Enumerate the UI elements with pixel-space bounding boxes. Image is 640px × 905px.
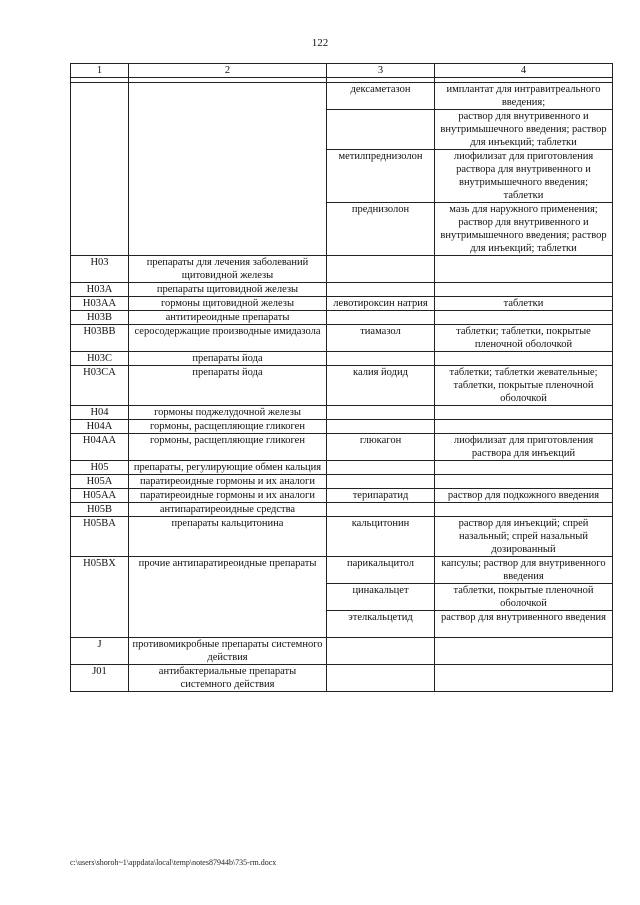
form-cell: таблетки; таблетки, покрытые пленочной оболочкой <box>435 325 613 352</box>
form-cell <box>435 665 613 692</box>
group-cell: препараты кальцитонина <box>129 517 327 557</box>
group-cell: препараты для лечения заболеваний щитовидной железы <box>129 256 327 283</box>
code-cell: H04 <box>71 406 129 420</box>
group-cell <box>129 83 327 256</box>
group-cell: препараты, регулирующие обмен кальция <box>129 461 327 475</box>
table-row <box>71 517 613 557</box>
form-cell: лиофилизат для приготовления раствора для внутривенного и внутримышечного введения; таблетки <box>435 150 613 203</box>
form-cell <box>435 461 613 475</box>
drug-cell: левотироксин натрия <box>327 297 435 311</box>
table-row <box>71 325 613 352</box>
group-cell: противомикробные препараты системного действия <box>129 638 327 665</box>
group-cell: препараты щитовидной железы <box>129 283 327 297</box>
code-cell: J <box>71 638 129 665</box>
page-number: 122 <box>311 37 329 49</box>
table-row <box>71 489 613 503</box>
header-cell-4: 4 <box>435 64 613 78</box>
code-cell: H03A <box>71 283 129 297</box>
group-cell: препараты йода <box>129 352 327 366</box>
drug-cell: дексаметазон <box>327 83 435 110</box>
table-header-row <box>71 64 613 78</box>
table-row <box>71 311 613 325</box>
group-cell: антипаратиреоидные средства <box>129 503 327 517</box>
form-cell: раствор для инъекций; спрей назальный; спрей назальный дозированный <box>435 517 613 557</box>
drug-cell <box>327 503 435 517</box>
code-cell: H05 <box>71 461 129 475</box>
drug-table <box>70 63 613 692</box>
form-cell <box>435 503 613 517</box>
code-cell: H05BX <box>71 557 129 638</box>
table-row <box>71 256 613 283</box>
drug-cell <box>327 110 435 150</box>
table-row <box>71 420 613 434</box>
code-cell: H05A <box>71 475 129 489</box>
form-cell <box>435 283 613 297</box>
table-row <box>71 638 613 665</box>
drug-cell <box>327 461 435 475</box>
form-cell <box>435 406 613 420</box>
drug-cell <box>327 638 435 665</box>
drug-cell <box>327 311 435 325</box>
form-cell: мазь для наружного применения; раствор для внутривенного и внутримышечного введения; раствор для инъекций; таблетки <box>435 203 613 256</box>
form-cell: раствор для внутривенного введения <box>435 611 613 638</box>
drug-cell: кальцитонин <box>327 517 435 557</box>
group-cell: гормоны щитовидной железы <box>129 297 327 311</box>
group-cell: паратиреоидные гормоны и их аналоги <box>129 489 327 503</box>
group-cell: антибактериальные препараты системного действия <box>129 665 327 692</box>
drug-cell: метилпреднизолон <box>327 150 435 203</box>
drug-cell: этелкальцетид <box>327 611 435 638</box>
form-cell <box>435 311 613 325</box>
code-cell: H03BB <box>71 325 129 352</box>
drug-cell <box>327 352 435 366</box>
form-cell: имплантат для интравитреального введения; <box>435 83 613 110</box>
table-row <box>71 665 613 692</box>
table-row <box>71 434 613 461</box>
drug-cell <box>327 420 435 434</box>
drug-cell <box>327 665 435 692</box>
table-row <box>71 283 613 297</box>
table-row <box>71 557 613 584</box>
drug-cell: преднизолон <box>327 203 435 256</box>
group-cell: гормоны, расщепляющие гликоген <box>129 420 327 434</box>
code-cell: H04A <box>71 420 129 434</box>
drug-cell: калия йодид <box>327 366 435 406</box>
header-cell-1: 1 <box>71 64 129 78</box>
group-cell: серосодержащие производные имидазола <box>129 325 327 352</box>
form-cell: таблетки; таблетки жевательные; таблетки, покрытые пленочной оболочкой <box>435 366 613 406</box>
table-row <box>71 406 613 420</box>
code-cell: H03 <box>71 256 129 283</box>
drug-cell <box>327 406 435 420</box>
drug-cell: цинакальцет <box>327 584 435 611</box>
form-cell: лиофилизат для приготовления раствора для инъекций <box>435 434 613 461</box>
group-cell: прочие антипаратиреоидные препараты <box>129 557 327 638</box>
header-cell-2: 2 <box>129 64 327 78</box>
table-row <box>71 366 613 406</box>
drug-cell: терипаратид <box>327 489 435 503</box>
form-cell: таблетки <box>435 297 613 311</box>
code-cell: J01 <box>71 665 129 692</box>
drug-cell <box>327 283 435 297</box>
form-cell: капсулы; раствор для внутривенного введения <box>435 557 613 584</box>
table-row <box>71 461 613 475</box>
table-row <box>71 475 613 489</box>
form-cell <box>435 638 613 665</box>
drug-cell: глюкагон <box>327 434 435 461</box>
drug-cell: парикальцитол <box>327 557 435 584</box>
code-cell: H03AA <box>71 297 129 311</box>
footer-file-path: c:\users\shoroh~1\appdata\local\temp\notes87944b\735-rm.docx <box>70 858 277 867</box>
group-cell: антитиреоидные препараты <box>129 311 327 325</box>
code-cell: H05AA <box>71 489 129 503</box>
table-row <box>71 83 613 110</box>
form-cell <box>435 420 613 434</box>
group-cell: гормоны поджелудочной железы <box>129 406 327 420</box>
form-cell: таблетки, покрытые пленочной оболочкой <box>435 584 613 611</box>
code-cell: H03B <box>71 311 129 325</box>
code-cell: H03C <box>71 352 129 366</box>
form-cell <box>435 475 613 489</box>
code-cell: H05BA <box>71 517 129 557</box>
drug-cell: тиамазол <box>327 325 435 352</box>
form-cell <box>435 352 613 366</box>
table-row <box>71 352 613 366</box>
table-row <box>71 297 613 311</box>
group-cell: гормоны, расщепляющие гликоген <box>129 434 327 461</box>
group-cell: препараты йода <box>129 366 327 406</box>
code-cell <box>71 83 129 256</box>
code-cell: H05B <box>71 503 129 517</box>
header-cell-3: 3 <box>327 64 435 78</box>
code-cell: H04AA <box>71 434 129 461</box>
drug-cell <box>327 475 435 489</box>
group-cell: паратиреоидные гормоны и их аналоги <box>129 475 327 489</box>
table-row <box>71 503 613 517</box>
form-cell: раствор для подкожного введения <box>435 489 613 503</box>
form-cell: раствор для внутривенного и внутримышечного введения; раствор для инъекций; таблетки <box>435 110 613 150</box>
drug-cell <box>327 256 435 283</box>
code-cell: H03CA <box>71 366 129 406</box>
form-cell <box>435 256 613 283</box>
